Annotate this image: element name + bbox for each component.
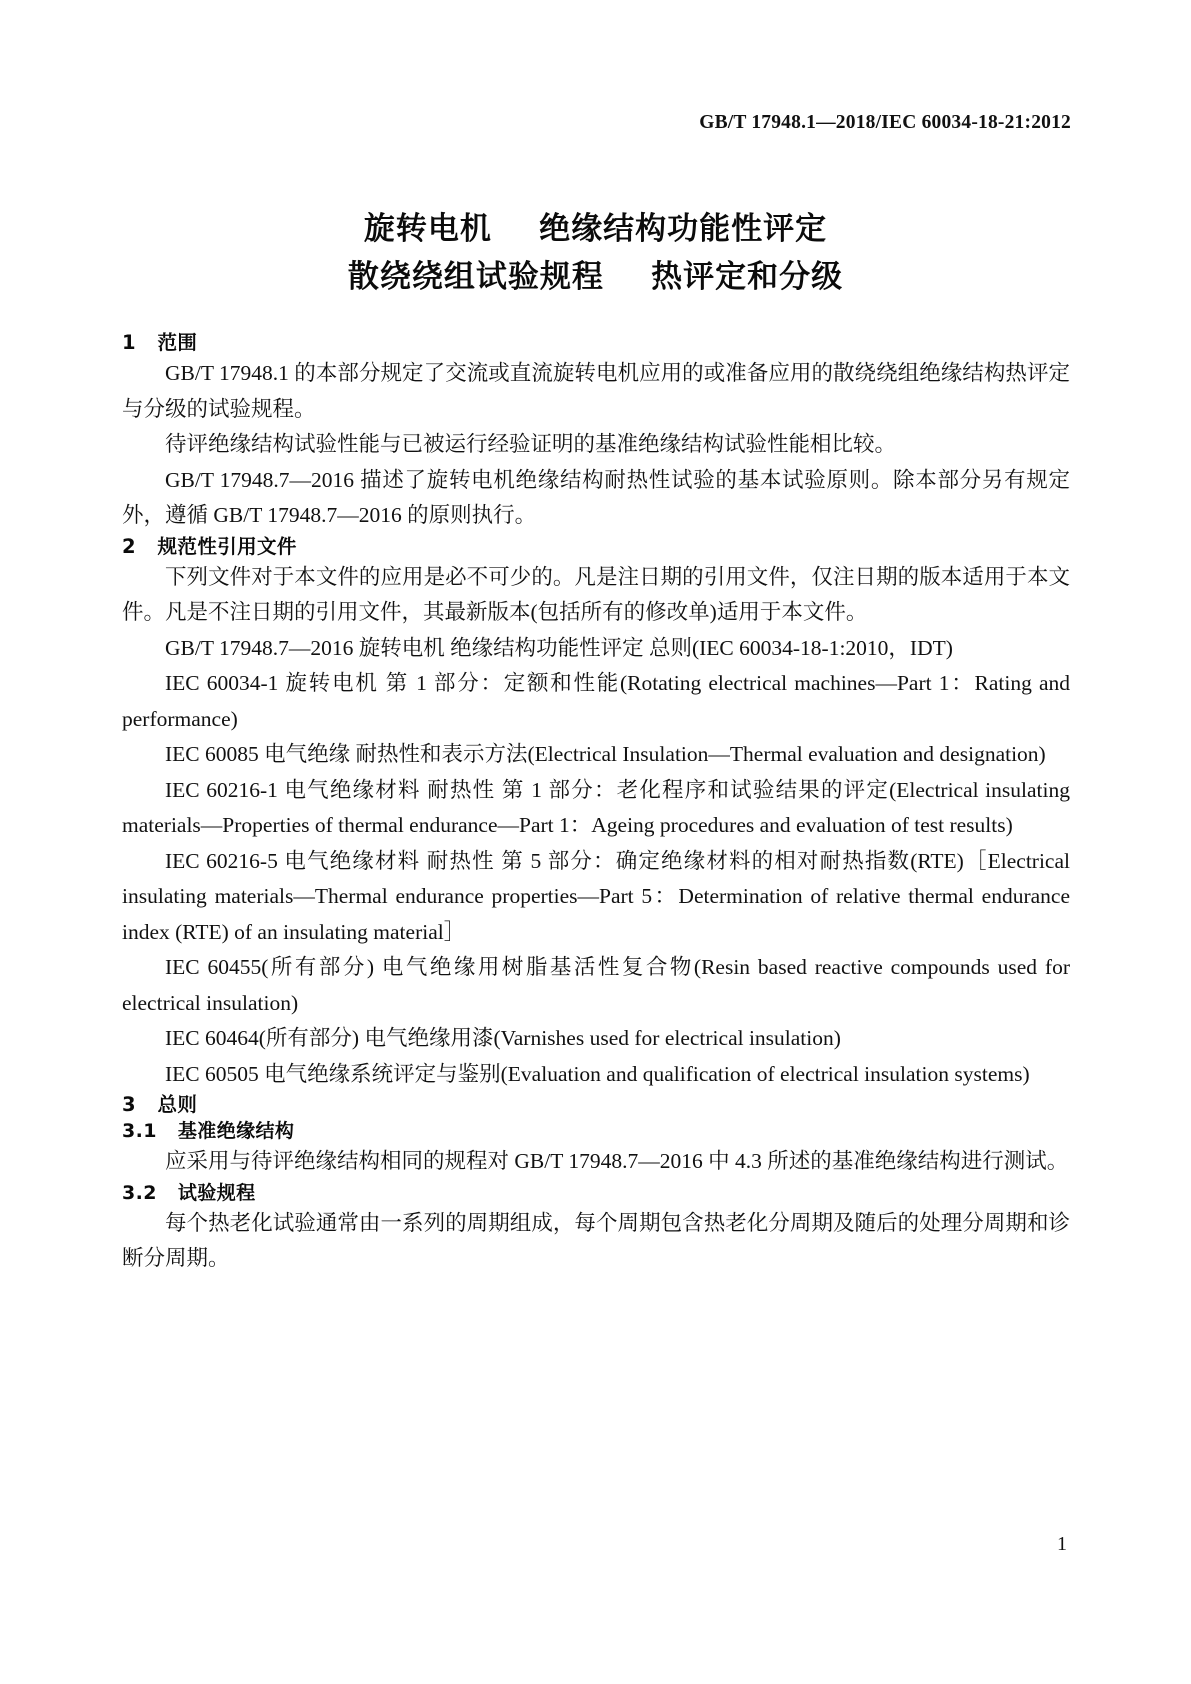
document-title — [0, 205, 1191, 301]
section-heading-1: 1 范围 — [122, 331, 198, 354]
document-body — [122, 330, 1070, 1277]
section-2-paragraph-1: 下列文件对于本文件的应用是必不可少的。凡是注日期的引用文件，仅注日期的版本适用于本文件。凡是不注日期的引用文件，其最新版本(包括所有的修改单)适用于本文件。 — [122, 564, 1070, 624]
section-1-paragraph-3: GB/T 17948.7—2016 描述了旋转电机绝缘结构耐热性试验的基本试验原则。除本部分另有规定外，遵循 GB/T 17948.7—2016 的原则执行。 — [122, 467, 1070, 527]
normative-reference-item: IEC 60464(所有部分) 电气绝缘用漆(Varnishes used for electrical insulation) — [165, 1026, 841, 1050]
section-3-2-paragraph-1: 每个热老化试验通常由一系列的周期组成，每个周期包含热老化分周期及随后的处理分周期和诊断分周期。 — [122, 1210, 1070, 1270]
section-1-paragraph-1: GB/T 17948.1 的本部分规定了交流或直流旋转电机应用的或准备应用的散绕绕组绝缘结构热评定与分级的试验规程。 — [122, 361, 1070, 421]
normative-reference-item: IEC 60505 电气绝缘系统评定与鉴别(Evaluation and qualification of electrical insulation systems) — [165, 1061, 1030, 1086]
normative-reference-item: GB/T 17948.7—2016 旋转电机 绝缘结构功能性评定 总则(IEC 60034-18-1:2010，IDT) — [165, 635, 953, 660]
normative-reference-item: IEC 60216-5 电气绝缘材料 耐热性 第 5 部分：确定绝缘材料的相对耐热指数(RTE)［Electrical insulating materials—Thermal endurance properties—Part 5：Determination of relative thermal endurance index (RTE) of an insulating material］ — [122, 848, 1070, 944]
normative-reference-item: IEC 60216-1 电气绝缘材料 耐热性 第 1 部分：老化程序和试验结果的评定(Electrical insulating materials—Properties of thermal endurance—Part 1：Ageing procedures and evaluation of test results) — [122, 777, 1070, 837]
document-title-line-1: 旋转电机 绝缘结构功能性评定 — [363, 211, 828, 247]
running-header-standard-ref: GB/T 17948.1—2018/IEC 60034-18-21:2012 — [699, 112, 1071, 133]
section-3-1-paragraph-1: 应采用与待评绝缘结构相同的规程对 GB/T 17948.7—2016 中 4.3 所述的基准绝缘结构进行测试。 — [165, 1149, 1069, 1173]
section-1-paragraph-2: 待评绝缘结构试验性能与已被运行经验证明的基准绝缘结构试验性能相比较。 — [165, 432, 897, 456]
section-heading-3-2: 3.2 试验规程 — [122, 1181, 256, 1204]
normative-reference-item: IEC 60455(所有部分) 电气绝缘用树脂基活性复合物(Resin based reactive compounds used for electrical insulation) — [122, 955, 1070, 1015]
section-heading-3-1: 3.1 基准绝缘结构 — [122, 1120, 295, 1142]
page-number: 1 — [1057, 1533, 1067, 1555]
document-title-line-2: 散绕绕组试验规程 热评定和分级 — [347, 259, 844, 295]
section-heading-3: 3 总则 — [122, 1093, 198, 1116]
normative-reference-item: IEC 60085 电气绝缘 耐热性和表示方法(Electrical Insulation—Thermal evaluation and designation) — [165, 742, 1046, 766]
section-heading-2: 2 规范性引用文件 — [122, 534, 297, 558]
normative-reference-item: IEC 60034-1 旋转电机 第 1 部分：定额和性能(Rotating electrical machines—Part 1：Rating and performance) — [122, 671, 1070, 731]
